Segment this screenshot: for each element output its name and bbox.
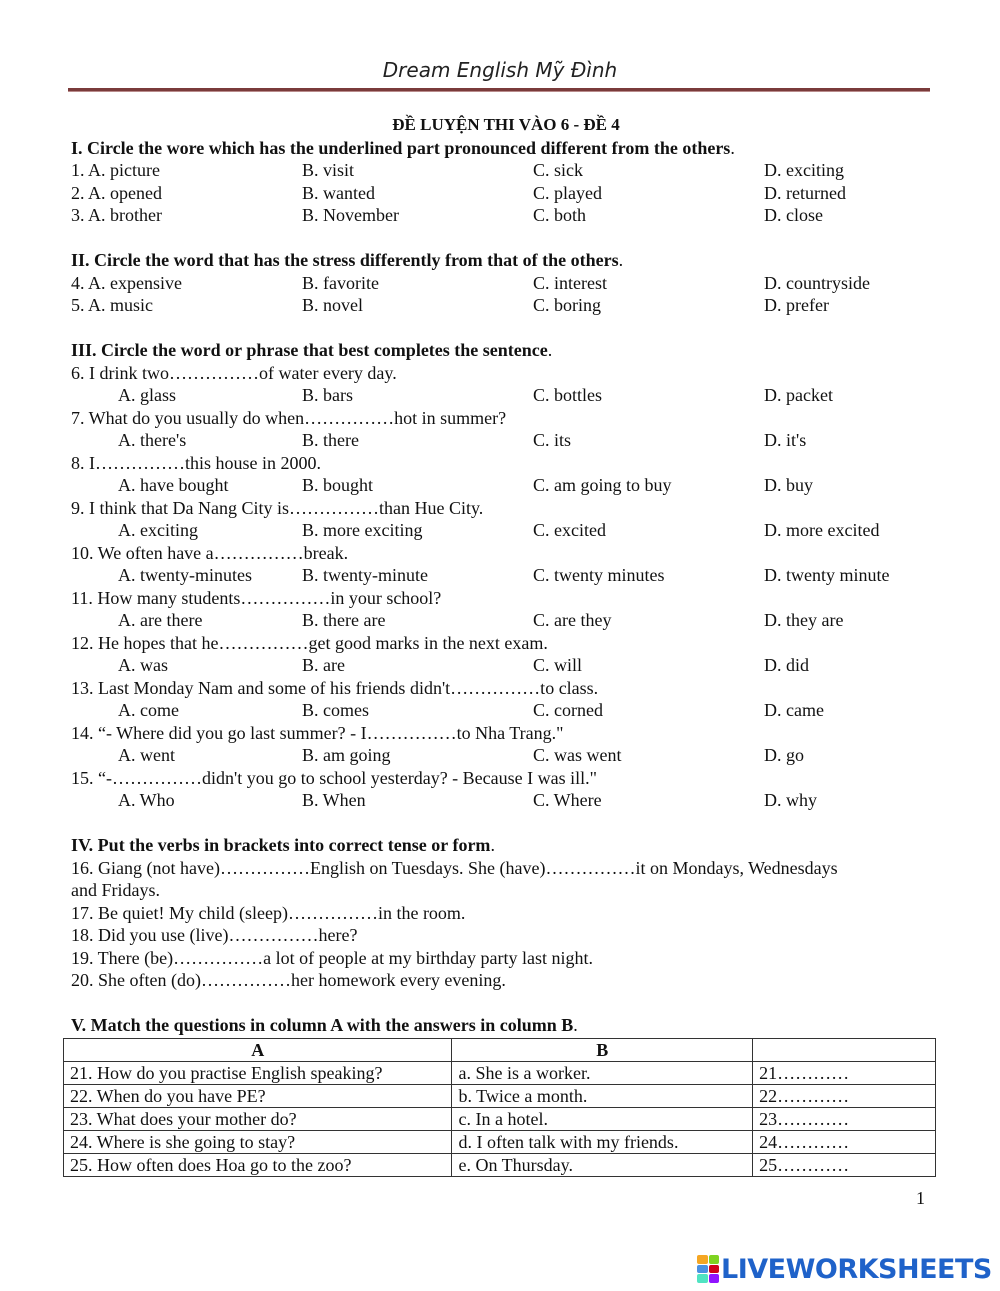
verb-question: and Fridays. bbox=[71, 880, 160, 900]
column-a-header: A bbox=[64, 1039, 452, 1062]
question-row bbox=[71, 204, 941, 227]
option[interactable]: C. excited bbox=[533, 520, 606, 540]
option[interactable]: D. go bbox=[764, 745, 804, 765]
option[interactable]: C. interest bbox=[533, 272, 607, 293]
question-cell: 22. When do you have PE? bbox=[64, 1085, 452, 1108]
options-row bbox=[71, 699, 941, 722]
verb-question: 20. She often (do)……………her homework every evening. bbox=[71, 970, 506, 990]
option[interactable]: C. boring bbox=[533, 295, 602, 315]
option[interactable]: A. there's bbox=[118, 430, 187, 450]
option[interactable]: D. close bbox=[764, 205, 823, 225]
option[interactable]: 1. A. picture bbox=[71, 160, 160, 180]
options-row bbox=[71, 474, 941, 497]
option[interactable]: 5. A. music bbox=[71, 295, 154, 315]
section-3-heading: III. Circle the word or phrase that best completes the sentence. bbox=[71, 340, 553, 360]
option[interactable]: D. twenty minute bbox=[764, 565, 890, 585]
option[interactable]: B. novel bbox=[302, 295, 363, 315]
option[interactable]: D. came bbox=[764, 700, 824, 720]
option[interactable]: B. bars bbox=[302, 385, 353, 405]
option[interactable]: B. favorite bbox=[302, 272, 379, 293]
verb-question: 17. Be quiet! My child (sleep)……………in the room. bbox=[71, 902, 466, 923]
answer-blank[interactable]: 23………… bbox=[753, 1108, 936, 1131]
option[interactable]: B. When bbox=[302, 790, 366, 810]
option[interactable]: A. come bbox=[118, 700, 179, 720]
option[interactable]: C. will bbox=[533, 655, 583, 675]
section-1-heading: I. Circle the wore which has the underlined part pronounced different from the others. bbox=[71, 137, 735, 158]
table-row bbox=[64, 1085, 936, 1108]
option[interactable]: D. buy bbox=[764, 475, 813, 495]
table-row bbox=[64, 1062, 936, 1085]
option[interactable]: B. are bbox=[302, 655, 345, 675]
option[interactable]: A. are there bbox=[118, 610, 203, 630]
section-2-heading: II. Circle the word that has the stress differently from that of the others. bbox=[71, 250, 624, 270]
question-text: 8. I……………this house in 2000. bbox=[71, 452, 321, 473]
option[interactable]: C. Where bbox=[533, 790, 602, 810]
header-title: Dream English Mỹ Đình bbox=[382, 58, 618, 82]
option[interactable]: B. bought bbox=[302, 475, 374, 495]
option[interactable]: D. it's bbox=[764, 430, 807, 450]
question-text: 12. He hopes that he……………get good marks in the next exam. bbox=[71, 632, 548, 653]
options-row bbox=[71, 744, 941, 767]
table-header-row bbox=[64, 1039, 936, 1062]
question-row bbox=[71, 294, 941, 317]
option[interactable]: D. exciting bbox=[764, 160, 844, 180]
option[interactable]: C. corned bbox=[533, 700, 603, 720]
logo-text: LIVEWORKSHEETS bbox=[721, 1253, 992, 1285]
question-text: 13. Last Monday Nam and some of his friends didn't……………to class. bbox=[71, 677, 599, 698]
answer-cell: d. I often talk with my friends. bbox=[452, 1131, 753, 1154]
option[interactable]: A. have bought bbox=[118, 475, 229, 495]
answer-cell: b. Twice a month. bbox=[452, 1085, 753, 1108]
table-row bbox=[64, 1131, 936, 1154]
option[interactable]: D. more excited bbox=[764, 520, 880, 540]
options-row bbox=[71, 519, 941, 542]
option[interactable]: A. glass bbox=[118, 385, 176, 405]
option[interactable]: C. twenty minutes bbox=[533, 565, 665, 585]
question-row bbox=[71, 272, 941, 295]
answer-cell: c. In a hotel. bbox=[452, 1108, 753, 1131]
option[interactable]: A. went bbox=[118, 745, 175, 765]
options-row bbox=[71, 384, 941, 407]
option[interactable]: B. there bbox=[302, 430, 359, 450]
question-row bbox=[71, 159, 941, 182]
option[interactable]: C. played bbox=[533, 182, 602, 203]
option[interactable]: D. countryside bbox=[764, 272, 870, 293]
table-row bbox=[64, 1154, 936, 1177]
verb-question: 18. Did you use (live)……………here? bbox=[71, 925, 358, 945]
table-row bbox=[64, 1108, 936, 1131]
option[interactable]: B. wanted bbox=[302, 182, 375, 203]
option[interactable]: 3. A. brother bbox=[71, 205, 162, 225]
option[interactable]: C. was went bbox=[533, 745, 622, 765]
options-row bbox=[71, 789, 941, 812]
option[interactable]: D. why bbox=[764, 790, 817, 810]
option[interactable]: B. twenty-minute bbox=[302, 565, 428, 585]
option[interactable]: D. returned bbox=[764, 182, 846, 203]
question-cell: 24. Where is she going to stay? bbox=[64, 1131, 452, 1154]
option[interactable]: B. there are bbox=[302, 610, 386, 630]
option[interactable]: D. prefer bbox=[764, 295, 829, 315]
option[interactable]: C. are they bbox=[533, 610, 612, 630]
answer-blank[interactable]: 24………… bbox=[753, 1131, 936, 1154]
option[interactable]: D. packet bbox=[764, 385, 833, 405]
answer-blank[interactable]: 25………… bbox=[753, 1154, 936, 1177]
question-text: 14. “- Where did you go last summer? - I……………to Nha Trang." bbox=[71, 722, 564, 743]
options-row bbox=[71, 429, 941, 452]
option[interactable]: C. sick bbox=[533, 160, 584, 180]
option[interactable]: A. was bbox=[118, 655, 168, 675]
question-cell: 23. What does your mother do? bbox=[64, 1108, 452, 1131]
answer-cell: e. On Thursday. bbox=[452, 1154, 753, 1177]
question-text: 7. What do you usually do when……………hot in summer? bbox=[71, 407, 507, 428]
header-divider bbox=[68, 88, 930, 92]
question-cell: 21. How do you practise English speaking? bbox=[64, 1062, 452, 1085]
option[interactable]: D. did bbox=[764, 655, 809, 675]
matching-table bbox=[63, 1038, 936, 1177]
question-text: 15. “-……………didn't you go to school yesterday? - Because I was ill." bbox=[71, 767, 597, 788]
question-text: 11. How many students……………in your school? bbox=[71, 587, 442, 608]
logo-icon bbox=[697, 1255, 719, 1283]
options-row bbox=[71, 609, 941, 632]
option[interactable]: B. November bbox=[302, 205, 399, 225]
option[interactable]: C. both bbox=[533, 205, 587, 225]
options-row bbox=[71, 654, 941, 677]
question-text: 9. I think that Da Nang City is……………than Hue City. bbox=[71, 497, 484, 518]
verb-question: 16. Giang (not have)……………English on Tuesdays. She (have)……………it on Mondays, Wednesdays bbox=[71, 857, 838, 878]
option[interactable]: C. its bbox=[533, 430, 572, 450]
section-5-heading: V. Match the questions in column A with the answers in column B. bbox=[71, 1015, 578, 1035]
section-3-questions bbox=[71, 362, 941, 812]
answer-blank[interactable]: 22………… bbox=[753, 1085, 936, 1108]
column-b-header: B bbox=[452, 1039, 753, 1062]
page-number: 1 bbox=[916, 1188, 925, 1208]
option[interactable]: 2. A. opened bbox=[71, 182, 162, 203]
option[interactable]: 4. A. expensive bbox=[71, 272, 182, 293]
question-cell: 25. How often does Hoa go to the zoo? bbox=[64, 1154, 452, 1177]
option[interactable]: B. visit bbox=[302, 160, 355, 180]
option[interactable]: A. Who bbox=[118, 790, 175, 810]
option[interactable]: D. they are bbox=[764, 610, 844, 630]
option[interactable]: A. twenty-minutes bbox=[118, 565, 252, 585]
option[interactable]: B. more exciting bbox=[302, 520, 423, 540]
answer-cell: a. She is a worker. bbox=[452, 1062, 753, 1085]
verb-question: 19. There (be)……………a lot of people at my birthday party last night. bbox=[71, 947, 594, 968]
question-text: 10. We often have a……………break. bbox=[71, 542, 349, 563]
liveworksheets-logo bbox=[697, 1254, 992, 1284]
option[interactable]: C. bottles bbox=[533, 385, 603, 405]
option[interactable]: C. am going to buy bbox=[533, 475, 672, 495]
options-row bbox=[71, 564, 941, 587]
answer-column-header bbox=[753, 1039, 936, 1062]
question-row bbox=[71, 182, 941, 205]
option[interactable]: B. am going bbox=[302, 745, 391, 765]
option[interactable]: A. exciting bbox=[118, 520, 198, 540]
doc-title: ĐỀ LUYỆN THI VÀO 6 - ĐỀ 4 bbox=[392, 115, 620, 134]
section-4-heading: IV. Put the verbs in brackets into correct tense or form. bbox=[71, 835, 495, 855]
question-text: 6. I drink two……………of water every day. bbox=[71, 362, 397, 383]
option[interactable]: B. comes bbox=[302, 700, 369, 720]
answer-blank[interactable]: 21………… bbox=[753, 1062, 936, 1085]
worksheet-body bbox=[71, 114, 941, 1037]
